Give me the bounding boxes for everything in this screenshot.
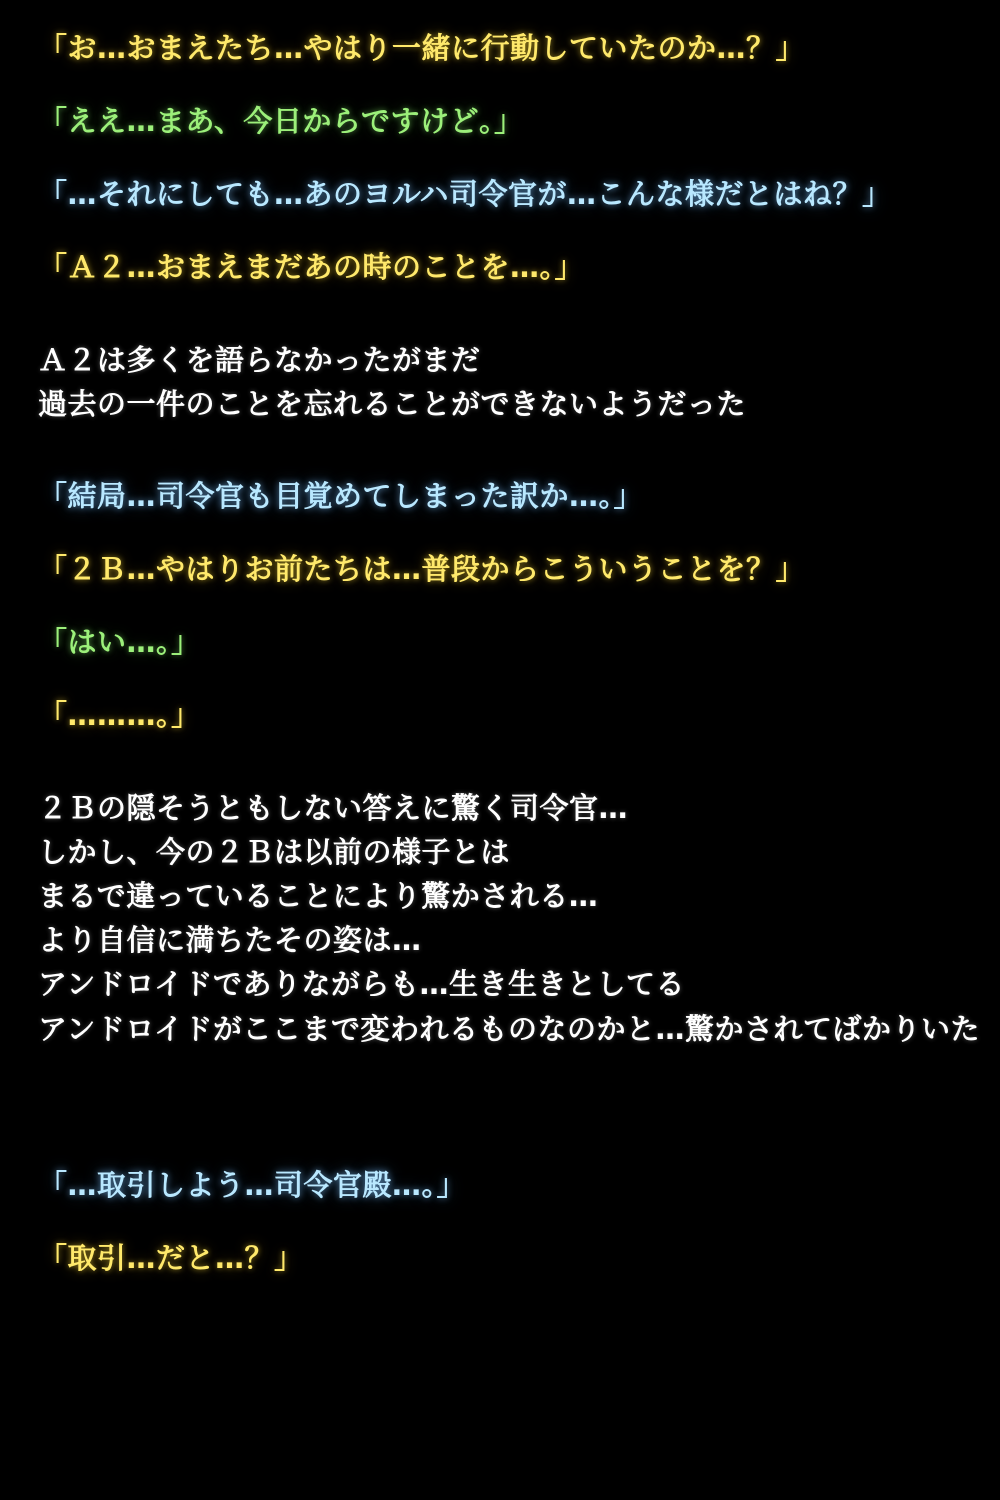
- spacer: [38, 511, 968, 555]
- dialogue-line-a2: 「結局…司令官も目覚めてしまった訳か…。」: [38, 479, 644, 514]
- spacer: [38, 136, 968, 180]
- dialogue-line-commander: 「２Ｂ…やはりお前たちは…普段からこういうことを？」: [38, 552, 806, 587]
- narration-line: まるで違っていることにより驚かされる…: [38, 879, 599, 914]
- spacer: [38, 209, 968, 253]
- narration-line: アンドロイドがここまで変われるものなのかと…驚かされてばかりいた: [38, 1011, 980, 1046]
- dialogue-line-commander: 「取引…だと…？」: [38, 1240, 304, 1275]
- spacer: [38, 730, 968, 786]
- dialogue-container: [38, 31, 980, 1275]
- dialogue-line-2b: 「ええ…まあ、今日からですけど。」: [38, 104, 524, 138]
- dialogue-line-2b: 「はい…。」: [38, 625, 201, 660]
- spacer: [38, 282, 968, 338]
- spacer: [38, 426, 968, 482]
- dialogue-line-a2: 「…それにしても…あのヨルハ司令官が…こんな様だとはね？」: [38, 177, 892, 211]
- spacer: [38, 63, 968, 107]
- dialogue-line-a2: 「…取引しよう…司令官殿…。」: [38, 1167, 467, 1202]
- narration-line: ２Ｂの隠そうともしない答えに驚く司令官…: [38, 791, 629, 826]
- spacer: [38, 657, 968, 701]
- narration-line: 過去の一件のことを忘れることができないようだった: [38, 387, 747, 422]
- narration-line: アンドロイドでありながらも…生き生きとしてる: [38, 967, 685, 1002]
- dialogue-line-commander: 「お…おまえたち…やはり一緒に行動していたのか…？」: [38, 31, 806, 65]
- narration-line: Ａ２は多くを語らなかったがまだ: [38, 343, 481, 377]
- narration-line: しかし、今の２Ｂは以前の様子とは: [38, 835, 511, 870]
- spacer: [38, 1200, 968, 1244]
- spacer: [38, 1051, 968, 1171]
- dialogue-line-commander: 「………。」: [38, 698, 201, 733]
- spacer: [38, 584, 968, 628]
- dialogue-line-commander: 「Ａ２…おまえまだあの時のことを…。」: [38, 250, 585, 284]
- narration-line: より自信に満ちたその姿は…: [38, 923, 422, 958]
